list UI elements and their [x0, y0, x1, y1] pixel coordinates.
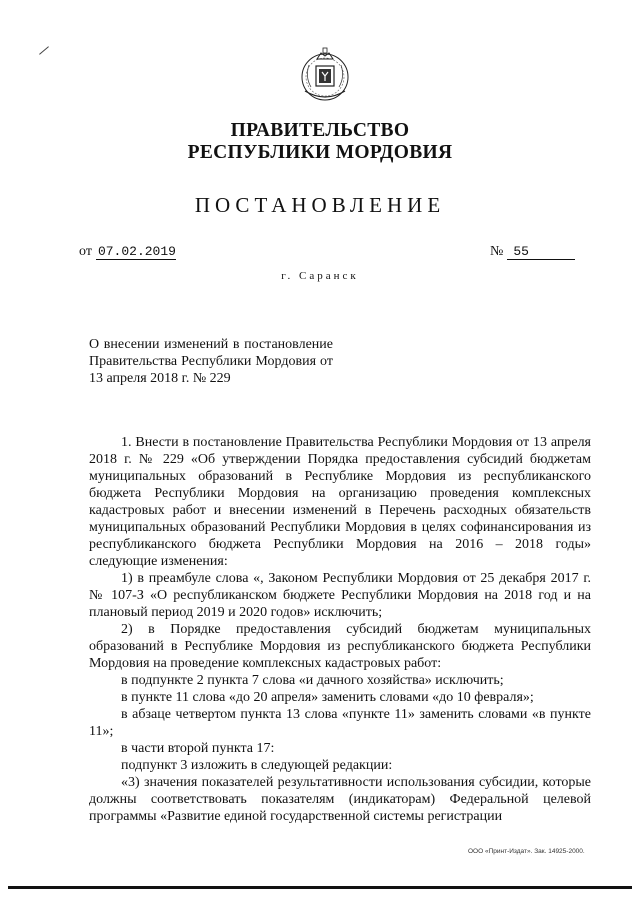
number-prefix: №: [490, 244, 504, 259]
document-body: [89, 434, 591, 825]
document-date: 07.02.2019: [97, 244, 176, 259]
government-title: [0, 120, 640, 164]
gov-line-1: ПРАВИТЕЛЬСТВО: [230, 120, 410, 141]
document-subject: О внесении изменений в постановление Правительства Республики Мордовия от 13 апреля 2018 г. № 229: [89, 337, 333, 386]
printer-imprint: ООО «Принт-Издат». Зак. 14925-2000.: [468, 848, 585, 855]
page-bottom-border: [8, 886, 632, 889]
date-line: [79, 244, 176, 260]
paragraph: в подпункте 2 пункта 7 слова «и дачного хозяйства» исключить;: [121, 673, 504, 688]
paragraph: в абзаце четвертом пункта 13 слова «пункте 11» заменить словами «в пункте 11»;: [89, 707, 591, 739]
document-type: ПОСТАНОВЛЕНИЕ: [194, 193, 446, 217]
paragraph: в пункте 11 слова «до 20 апреля» заменить словами «до 10 февраля»;: [121, 690, 534, 705]
paragraph: 1. Внести в постановление Правительства Республики Мордовия от 13 апреля 2018 г. № 229 «Об утверждении Порядка предоставления субсидий бюджетам муниципальных образований в Республике Мордовия из республиканского бюджета Республики Мордовия на организацию проведения комплексных кадастровых работ и внесении изменений в Перечень расходных обязательств муниципальных образований Республики Мордовия в целях софинансирования из республиканского бюджета Республики Мордовия на 2016 – 2018 годы» следующие изменения:: [89, 435, 591, 569]
date-prefix: от: [79, 244, 92, 259]
paragraph: 1) в преамбуле слова «, Законом Республики Мордовия от 25 декабря 2017 г. № 107-З «О республиканском бюджете Республики Мордовия на 2018 год и на плановый период 2019 и 2020 годов» исключить;: [89, 571, 591, 620]
paragraph: в части второй пункта 17:: [121, 741, 275, 756]
number-line: [490, 244, 575, 260]
paragraph: подпункт 3 изложить в следующей редакции:: [121, 758, 393, 773]
coat-of-arms-icon: [297, 45, 353, 103]
paragraph: 2) в Порядке предоставления субсидий бюджетам муниципальных образований в Республике Мордовия из республиканского бюджета Республики Мордовия на проведение комплексных кадастровых работ:: [89, 622, 591, 671]
city: г. Саранск: [281, 270, 359, 282]
paragraph: «3) значения показателей результативности использования субсидии, которые должны соответствовать показателям (индикаторам) Федеральной целевой программы «Развитие единой государственной системы регистрации: [89, 775, 591, 824]
document-number: 55: [507, 244, 575, 260]
pen-mark: [39, 46, 49, 54]
gov-line-2: РЕСПУБЛИКИ МОРДОВИЯ: [187, 142, 453, 163]
